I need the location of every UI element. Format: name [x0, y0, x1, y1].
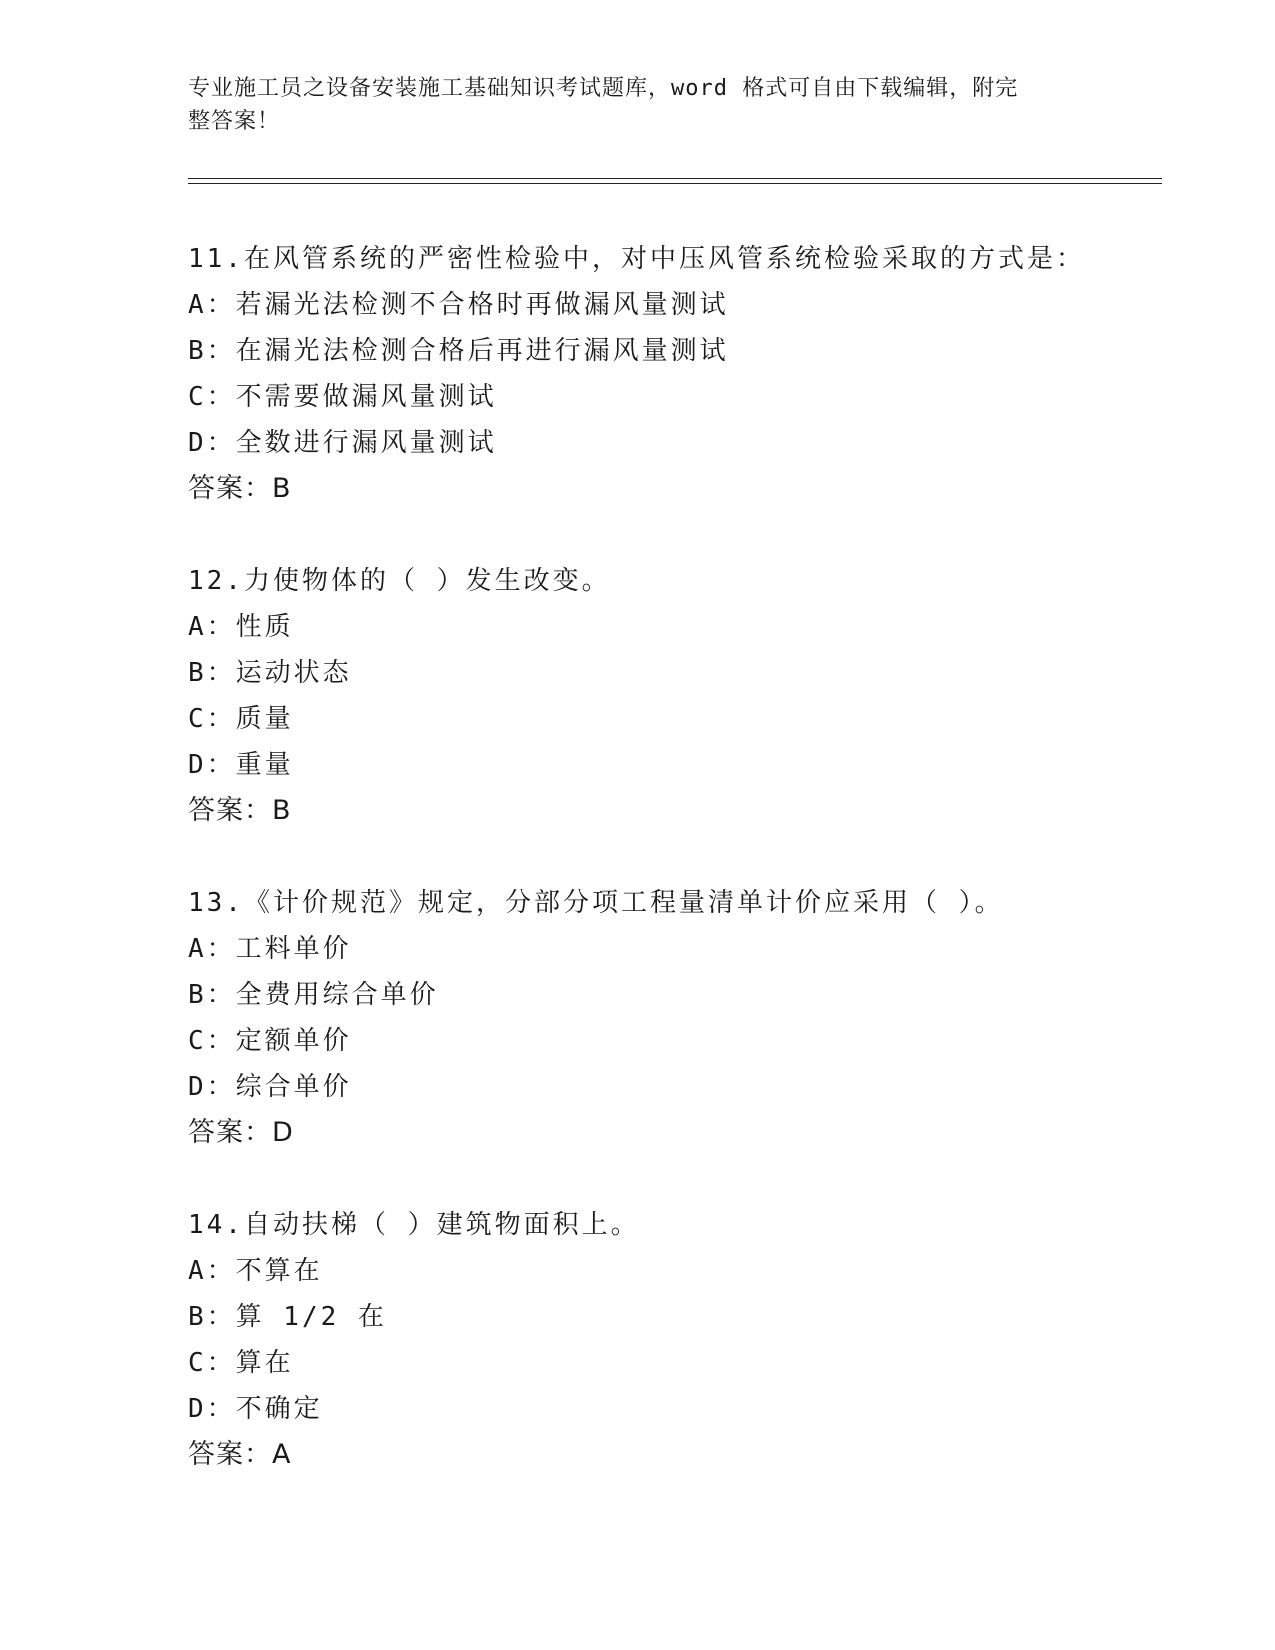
question-text: 14.自动扶梯（ ）建筑物面积上。 [188, 1210, 640, 1240]
option-b: B：算 1/2 在 [188, 1302, 387, 1332]
question-14 [188, 1202, 1148, 1478]
question-text: 12.力使物体的（ ）发生改变。 [188, 566, 611, 596]
answer: 答案：D [188, 1117, 294, 1148]
question-12 [188, 558, 1148, 834]
question-11 [188, 236, 1148, 512]
question-13 [188, 880, 1148, 1156]
option-d: D：综合单价 [188, 1072, 352, 1102]
option-a: A：性质 [188, 612, 294, 642]
option-a: A：若漏光法检测不合格时再做漏风量测试 [188, 290, 729, 320]
option-b: B：运动状态 [188, 658, 352, 688]
option-a: A：工料单价 [188, 934, 352, 964]
answer: 答案：A [188, 1439, 292, 1470]
option-d: D：重量 [188, 750, 294, 780]
question-text: 11.在风管系统的严密性检验中，对中压风管系统检验采取的方式是： [188, 244, 1085, 274]
header-divider-top [188, 178, 1162, 179]
answer: 答案：B [188, 473, 292, 504]
option-c: C：质量 [188, 704, 294, 734]
option-d: D：不确定 [188, 1394, 323, 1424]
option-a: A：不算在 [188, 1256, 323, 1286]
question-text: 13.《计价规范》规定，分部分项工程量清单计价应采用（ ）。 [188, 888, 1004, 918]
option-c: C：算在 [188, 1348, 294, 1378]
header-line-1: 专业施工员之设备安装施工基础知识考试题库，word 格式可自由下载编辑，附完 [188, 76, 1019, 101]
option-b: B：在漏光法检测合格后再进行漏风量测试 [188, 336, 729, 366]
option-c: C：不需要做漏风量测试 [188, 382, 497, 412]
option-b: B：全费用综合单价 [188, 980, 439, 1010]
header-line-2: 整答案！ [188, 109, 281, 134]
option-c: C：定额单价 [188, 1026, 352, 1056]
document-header [188, 72, 1068, 138]
option-d: D：全数进行漏风量测试 [188, 428, 497, 458]
question-list [188, 236, 1148, 1524]
header-divider-bottom [188, 183, 1162, 184]
answer: 答案：B [188, 795, 292, 826]
